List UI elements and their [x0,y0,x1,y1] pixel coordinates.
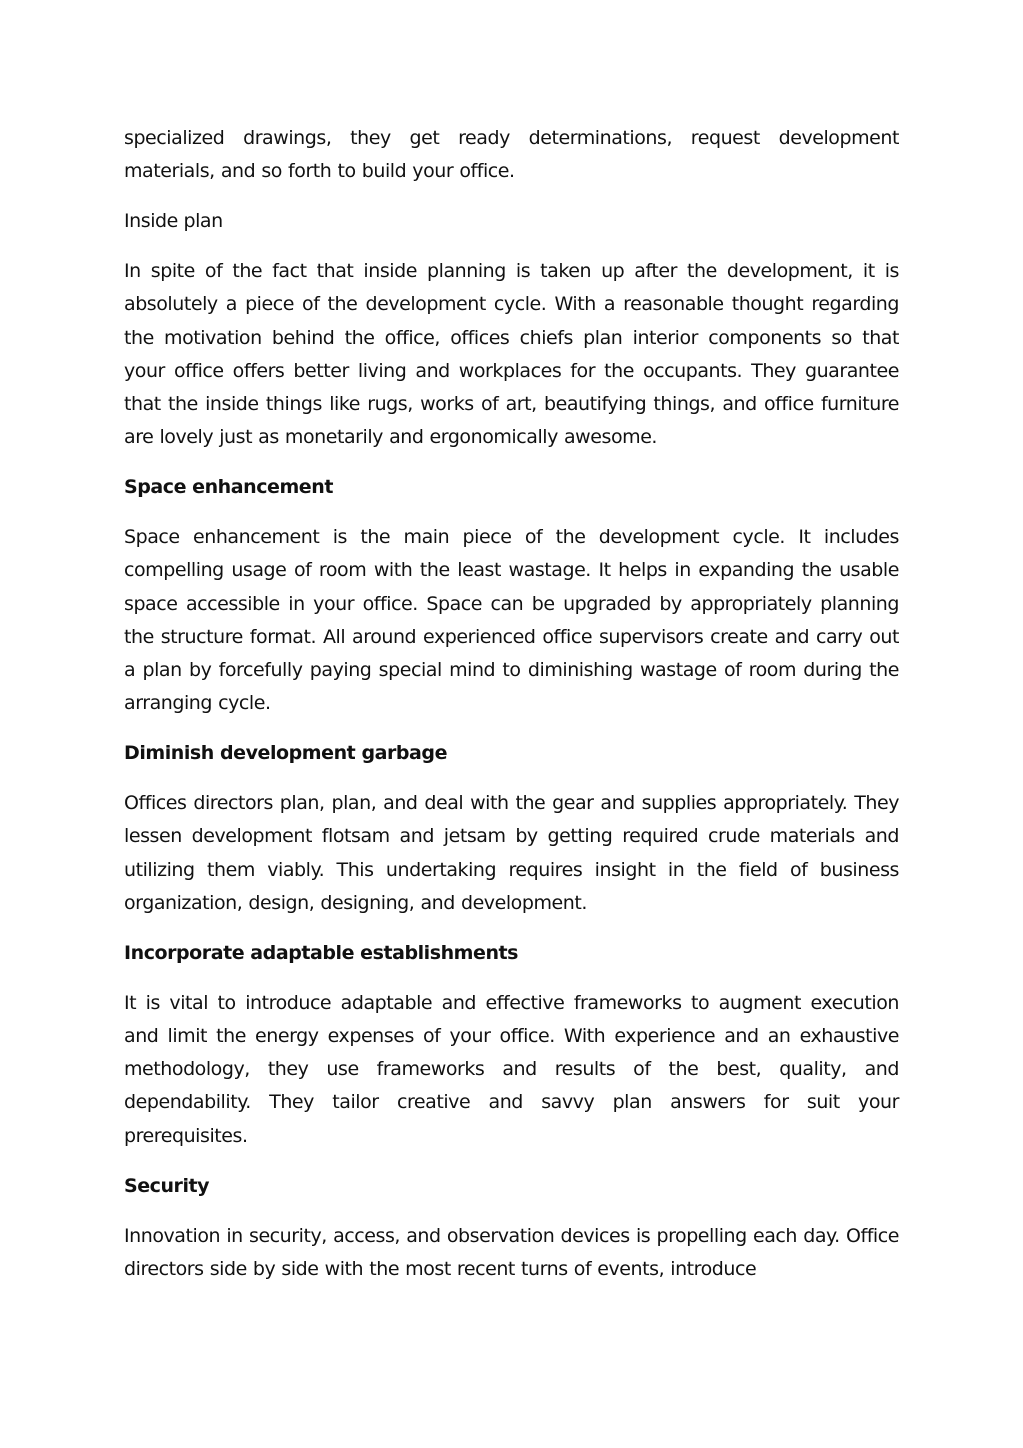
section-heading-space-enhancement: Space enhancement [124,476,333,499]
paragraph-inside-plan: In spite of the fact that inside planning is taken up after the development, it is absolutely a piece of the development cycle. With a reasonable thought regarding the motivation behind the office, offices chiefs plan interior components so that your office offers better living and workplaces for the occupants. They guarantee that the inside things like rugs, works of art, beautifying things, and office furniture are lovely just as monetarily and ergonomically awesome. [124,260,899,449]
paragraph-space-enhancement: Space enhancement is the main piece of the development cycle. It includes compelling usage of room with the least wastage. It helps in expanding the usable space accessible in your office. Space can be upgraded by appropriately planning the structure format. All around experienced office supervisors create and carry out a plan by forcefully paying special mind to diminishing wastage of room during the arranging cycle. [124,526,899,715]
document-page [124,122,899,1303]
section-heading-adaptable-establishments: Incorporate adaptable establishments [124,941,519,964]
section-heading-diminish-garbage: Diminish development garbage [124,742,448,765]
paragraph-adaptable-establishments: It is vital to introduce adaptable and effective frameworks to augment execution and limit the energy expenses of your office. With experience and an exhaustive methodology, they use frameworks and results of the best, quality, and dependability. They tailor creative and savvy plan answers for suit your prerequisites. [124,991,899,1147]
paragraph-intro-continuation: specialized drawings, they get ready determinations, request development materials, and so forth to build your office. [124,127,899,183]
section-heading-security: Security [124,1174,210,1197]
paragraph-diminish-garbage: Offices directors plan, plan, and deal with the gear and supplies appropriately. They lessen development flotsam and jetsam by getting required crude materials and utilizing them viably. This undertaking requires insight in the field of business organization, design, designing, and development. [124,792,899,914]
section-heading-inside-plan: Inside plan [124,210,223,233]
paragraph-security: Innovation in security, access, and observation devices is propelling each day. Office directors side by side with the most recent turns of events, introduce [124,1224,899,1280]
